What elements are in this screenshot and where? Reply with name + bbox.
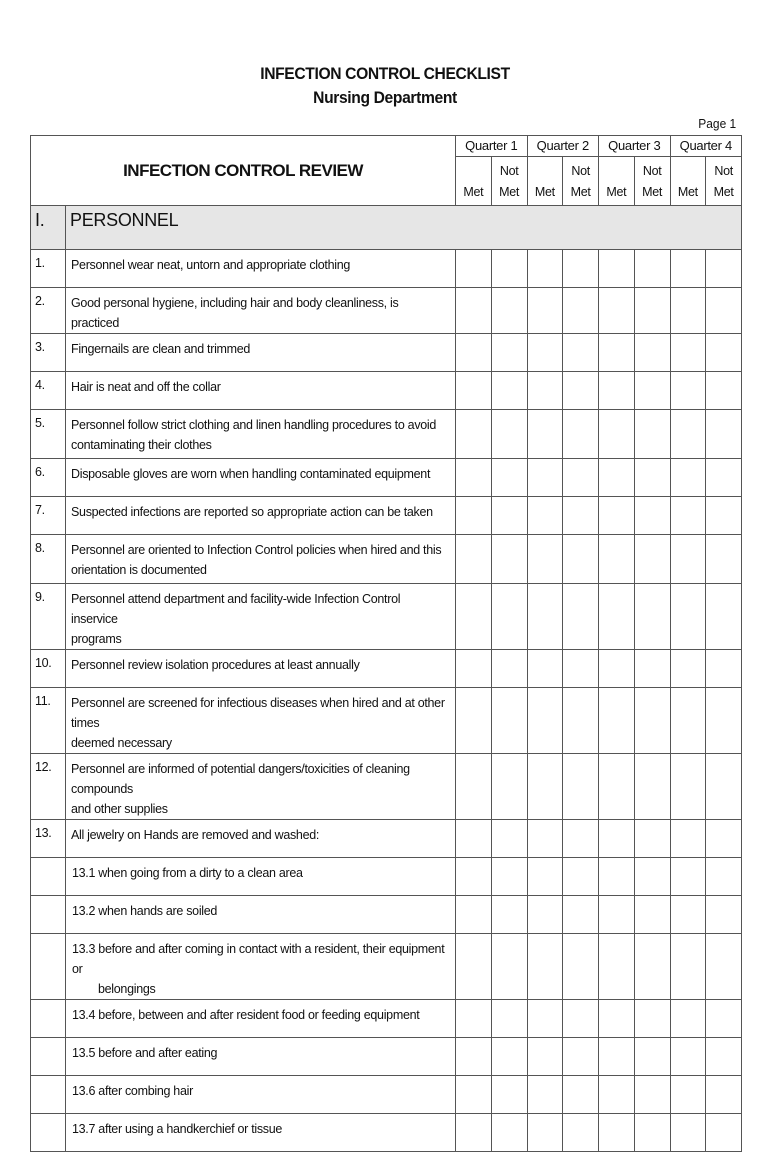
q3-met-checkbox[interactable] (599, 820, 635, 858)
q2-met-checkbox[interactable] (527, 250, 563, 288)
item-text-line: belongings (98, 982, 156, 996)
q2-met-checkbox[interactable] (527, 896, 563, 934)
q4-not-met-checkbox[interactable] (706, 584, 742, 650)
table-row (31, 334, 742, 372)
q3-not-met-checkbox[interactable] (634, 688, 670, 754)
item-text (66, 1114, 456, 1152)
q3-not-met-checkbox[interactable] (634, 1114, 670, 1152)
not-label: Not (499, 164, 519, 178)
q2-met-checkbox[interactable] (527, 934, 563, 1000)
item-text (66, 858, 456, 896)
item-number (31, 1114, 66, 1152)
q1-not-met-checkbox[interactable] (491, 535, 527, 584)
item-text-line: All jewelry on Hands are removed and washed: (71, 828, 320, 842)
q2-not-met-checkbox[interactable] (563, 858, 599, 896)
q4-met-checkbox[interactable] (670, 1076, 706, 1114)
q4-not-met-checkbox[interactable] (706, 535, 742, 584)
q1-met-checkbox[interactable] (456, 459, 492, 497)
q4-met-checkbox[interactable] (670, 584, 706, 650)
table-row (31, 1114, 742, 1152)
table-row (31, 535, 742, 584)
q4-met-checkbox[interactable] (670, 754, 706, 820)
item-text (66, 896, 456, 934)
section-row (31, 206, 742, 250)
item-text (66, 250, 456, 288)
q1-not-met-checkbox[interactable] (491, 334, 527, 372)
q1-met-checkbox[interactable] (456, 334, 492, 372)
q1-met-header (456, 157, 492, 206)
q2-not-met-checkbox[interactable] (563, 688, 599, 754)
table-row (31, 688, 742, 754)
table-row (31, 372, 742, 410)
q2-not-met-checkbox[interactable] (563, 896, 599, 934)
q3-not-met-checkbox[interactable] (634, 250, 670, 288)
q3-met-checkbox[interactable] (599, 688, 635, 754)
item-text-line: 13.6 after combing hair (72, 1084, 193, 1098)
table-row (31, 896, 742, 934)
q1-not-met-checkbox[interactable] (491, 584, 527, 650)
q1-not-met-checkbox[interactable] (491, 410, 527, 459)
q1-not-met-checkbox[interactable] (491, 934, 527, 1000)
item-number (31, 1000, 66, 1038)
item-text (66, 1038, 456, 1076)
q1-not-met-checkbox[interactable] (491, 896, 527, 934)
q2-met-checkbox[interactable] (527, 688, 563, 754)
item-text-line: Personnel review isolation procedures at least annually (71, 658, 360, 672)
table-row (31, 459, 742, 497)
q4-met-checkbox[interactable] (670, 288, 706, 334)
q4-not-met-checkbox[interactable] (706, 934, 742, 1000)
q3-not-met-checkbox[interactable] (634, 584, 670, 650)
table-row (31, 497, 742, 535)
item-text-line: Personnel are informed of potential dangers/toxicities of cleaning compounds (71, 762, 410, 796)
q2-not-met-checkbox[interactable] (563, 584, 599, 650)
q4-not-met-header (706, 157, 742, 206)
q3-not-met-checkbox[interactable] (634, 858, 670, 896)
q2-not-met-checkbox[interactable] (563, 1038, 599, 1076)
q1-not-met-checkbox[interactable] (491, 1000, 527, 1038)
q2-not-met-checkbox[interactable] (563, 650, 599, 688)
item-text-line: 13.2 when hands are soiled (72, 904, 218, 918)
q2-not-met-checkbox[interactable] (563, 334, 599, 372)
item-text (66, 820, 456, 858)
q2-not-met-checkbox[interactable] (563, 1000, 599, 1038)
item-text (66, 372, 456, 410)
q3-met-checkbox[interactable] (599, 459, 635, 497)
met-label: Met (534, 185, 555, 199)
met-label: Met (606, 185, 627, 199)
item-text-line: Hair is neat and off the collar (71, 380, 221, 394)
table-row (31, 934, 742, 1000)
q4-not-met-checkbox[interactable] (706, 688, 742, 754)
table-row (31, 584, 742, 650)
q1-met-checkbox[interactable] (456, 650, 492, 688)
item-text (66, 410, 456, 459)
item-text-line: Good personal hygiene, including hair and body cleanliness, is practiced (71, 296, 399, 330)
q2-met-checkbox[interactable] (527, 535, 563, 584)
item-number: 6. (31, 459, 66, 497)
q2-met-checkbox[interactable] (527, 1076, 563, 1114)
q1-not-met-checkbox[interactable] (491, 1038, 527, 1076)
not-met-label: Met (642, 185, 663, 199)
table-row (31, 754, 742, 820)
item-number: 13. (31, 820, 66, 858)
item-text-line: 13.3 before and after coming in contact with a resident, their equipment or (72, 942, 445, 976)
item-number: 5. (31, 410, 66, 459)
q3-not-met-checkbox[interactable] (634, 820, 670, 858)
q3-met-checkbox[interactable] (599, 1038, 635, 1076)
item-number (31, 1076, 66, 1114)
section-title: PERSONNEL (66, 206, 742, 250)
item-text (66, 288, 456, 334)
q2-not-met-checkbox[interactable] (563, 1114, 599, 1152)
q1-not-met-checkbox[interactable] (491, 250, 527, 288)
q1-met-checkbox[interactable] (456, 584, 492, 650)
q2-not-met-checkbox[interactable] (563, 372, 599, 410)
q3-not-met-checkbox[interactable] (634, 535, 670, 584)
document-title: INFECTION CONTROL CHECKLIST (260, 64, 510, 83)
q4-not-met-checkbox[interactable] (706, 288, 742, 334)
q3-met-checkbox[interactable] (599, 934, 635, 1000)
item-text (66, 934, 456, 1000)
q3-met-checkbox[interactable] (599, 288, 635, 334)
item-number: 3. (31, 334, 66, 372)
item-text-line: Disposable gloves are worn when handling contaminated equipment (71, 467, 431, 481)
item-text (66, 459, 456, 497)
q2-not-met-checkbox[interactable] (563, 934, 599, 1000)
q1-not-met-checkbox[interactable] (491, 372, 527, 410)
q3-met-checkbox[interactable] (599, 535, 635, 584)
q1-not-met-checkbox[interactable] (491, 820, 527, 858)
q4-met-checkbox[interactable] (670, 1114, 706, 1152)
q3-not-met-header (634, 157, 670, 206)
table-row (31, 288, 742, 334)
q1-not-met-checkbox[interactable] (491, 1076, 527, 1114)
q2-met-checkbox[interactable] (527, 650, 563, 688)
q2-not-met-checkbox[interactable] (563, 754, 599, 820)
item-text-line: Fingernails are clean and trimmed (71, 342, 251, 356)
table-row (31, 858, 742, 896)
item-text (66, 497, 456, 535)
q4-met-checkbox[interactable] (670, 650, 706, 688)
q1-not-met-header (491, 157, 527, 206)
item-number (31, 896, 66, 934)
q4-not-met-checkbox[interactable] (706, 497, 742, 535)
q3-met-checkbox[interactable] (599, 650, 635, 688)
item-text-line: orientation is documented (71, 563, 207, 577)
quarter-2-header: Quarter 2 (527, 136, 599, 157)
item-number: 12. (31, 754, 66, 820)
q2-met-header (527, 157, 563, 206)
q1-met-checkbox[interactable] (456, 858, 492, 896)
q3-met-checkbox[interactable] (599, 372, 635, 410)
q2-met-checkbox[interactable] (527, 584, 563, 650)
q1-not-met-checkbox[interactable] (491, 754, 527, 820)
met-label: Met (677, 185, 698, 199)
item-text (66, 535, 456, 584)
q4-not-met-checkbox[interactable] (706, 459, 742, 497)
q1-met-checkbox[interactable] (456, 1000, 492, 1038)
q4-not-met-checkbox[interactable] (706, 410, 742, 459)
q1-met-checkbox[interactable] (456, 820, 492, 858)
q1-met-checkbox[interactable] (456, 1114, 492, 1152)
item-text-line: Personnel attend department and facility-wide Infection Control inservice (71, 592, 401, 626)
item-text-line: programs (71, 632, 122, 646)
page-number: Page 1 (698, 116, 736, 131)
q4-met-checkbox[interactable] (670, 1038, 706, 1076)
item-number: 8. (31, 535, 66, 584)
q2-met-checkbox[interactable] (527, 1000, 563, 1038)
item-text (66, 650, 456, 688)
document-subtitle: Nursing Department (313, 88, 457, 107)
q1-not-met-checkbox[interactable] (491, 688, 527, 754)
item-number: 11. (31, 688, 66, 754)
q3-met-checkbox[interactable] (599, 334, 635, 372)
q2-met-checkbox[interactable] (527, 1114, 563, 1152)
item-text-line: Personnel are screened for infectious diseases when hired and at other times (71, 696, 445, 730)
q2-met-checkbox[interactable] (527, 459, 563, 497)
q4-met-checkbox[interactable] (670, 410, 706, 459)
q3-not-met-checkbox[interactable] (634, 334, 670, 372)
q4-met-checkbox[interactable] (670, 688, 706, 754)
header-row-quarters (31, 136, 742, 157)
table-row (31, 820, 742, 858)
q3-not-met-checkbox[interactable] (634, 1038, 670, 1076)
q3-met-checkbox[interactable] (599, 858, 635, 896)
q2-not-met-checkbox[interactable] (563, 535, 599, 584)
q3-not-met-checkbox[interactable] (634, 459, 670, 497)
q4-met-checkbox[interactable] (670, 459, 706, 497)
item-text-line: Personnel follow strict clothing and linen handling procedures to avoid (71, 418, 437, 432)
q2-not-met-checkbox[interactable] (563, 497, 599, 535)
q4-met-checkbox[interactable] (670, 1000, 706, 1038)
item-text-line: and other supplies (71, 802, 168, 816)
q1-met-checkbox[interactable] (456, 535, 492, 584)
q4-not-met-checkbox[interactable] (706, 858, 742, 896)
q3-met-checkbox[interactable] (599, 1076, 635, 1114)
item-text (66, 1076, 456, 1114)
q3-not-met-checkbox[interactable] (634, 288, 670, 334)
q4-not-met-checkbox[interactable] (706, 1114, 742, 1152)
q1-not-met-checkbox[interactable] (491, 858, 527, 896)
q2-not-met-checkbox[interactable] (563, 288, 599, 334)
q2-met-checkbox[interactable] (527, 372, 563, 410)
q3-not-met-checkbox[interactable] (634, 896, 670, 934)
met-label: Met (463, 185, 484, 199)
q4-not-met-checkbox[interactable] (706, 1000, 742, 1038)
q2-not-met-checkbox[interactable] (563, 250, 599, 288)
q4-met-checkbox[interactable] (670, 896, 706, 934)
table-row (31, 1076, 742, 1114)
table-row (31, 410, 742, 459)
q3-not-met-checkbox[interactable] (634, 410, 670, 459)
item-text-line: 13.4 before, between and after resident food or feeding equipment (72, 1008, 420, 1022)
item-text-line: 13.7 after using a handkerchief or tissue (72, 1122, 283, 1136)
q4-not-met-checkbox[interactable] (706, 1076, 742, 1114)
q3-met-checkbox[interactable] (599, 250, 635, 288)
q4-met-checkbox[interactable] (670, 820, 706, 858)
checklist-table (30, 135, 742, 1152)
item-number (31, 858, 66, 896)
q3-not-met-checkbox[interactable] (634, 1076, 670, 1114)
q4-not-met-checkbox[interactable] (706, 372, 742, 410)
q3-not-met-checkbox[interactable] (634, 650, 670, 688)
not-label: Not (714, 164, 733, 178)
q4-met-checkbox[interactable] (670, 250, 706, 288)
q4-not-met-checkbox[interactable] (706, 896, 742, 934)
item-text (66, 754, 456, 820)
item-text-line: Personnel are oriented to Infection Control policies when hired and this (71, 543, 442, 557)
q2-met-checkbox[interactable] (527, 1038, 563, 1076)
q2-met-checkbox[interactable] (527, 334, 563, 372)
q2-not-met-checkbox[interactable] (563, 820, 599, 858)
q1-not-met-checkbox[interactable] (491, 497, 527, 535)
q4-not-met-checkbox[interactable] (706, 334, 742, 372)
table-row (31, 1000, 742, 1038)
q1-met-checkbox[interactable] (456, 1076, 492, 1114)
q1-met-checkbox[interactable] (456, 372, 492, 410)
item-number: 10. (31, 650, 66, 688)
item-text (66, 584, 456, 650)
q3-not-met-checkbox[interactable] (634, 754, 670, 820)
item-number: 4. (31, 372, 66, 410)
q3-met-checkbox[interactable] (599, 497, 635, 535)
q1-met-checkbox[interactable] (456, 288, 492, 334)
table-row (31, 250, 742, 288)
q2-met-checkbox[interactable] (527, 820, 563, 858)
q4-met-checkbox[interactable] (670, 334, 706, 372)
q1-not-met-checkbox[interactable] (491, 650, 527, 688)
q2-met-checkbox[interactable] (527, 288, 563, 334)
not-label: Not (642, 164, 662, 178)
q4-met-checkbox[interactable] (670, 934, 706, 1000)
q3-not-met-checkbox[interactable] (634, 1000, 670, 1038)
q4-met-header (670, 157, 706, 206)
q2-met-checkbox[interactable] (527, 497, 563, 535)
item-number: 9. (31, 584, 66, 650)
item-text-line: Suspected infections are reported so appropriate action can be taken (71, 505, 433, 519)
q4-not-met-checkbox[interactable] (706, 650, 742, 688)
item-text-line: Personnel wear neat, untorn and appropriate clothing (71, 258, 351, 272)
quarter-3-header: Quarter 3 (599, 136, 671, 157)
document-header (0, 62, 770, 110)
item-text-line: deemed necessary (71, 736, 172, 750)
q1-met-checkbox[interactable] (456, 250, 492, 288)
q4-met-checkbox[interactable] (670, 497, 706, 535)
q2-not-met-checkbox[interactable] (563, 1076, 599, 1114)
q3-met-checkbox[interactable] (599, 1000, 635, 1038)
q2-not-met-checkbox[interactable] (563, 459, 599, 497)
not-label: Not (571, 164, 590, 178)
q2-not-met-checkbox[interactable] (563, 410, 599, 459)
q4-not-met-checkbox[interactable] (706, 1038, 742, 1076)
q1-met-checkbox[interactable] (456, 688, 492, 754)
q4-met-checkbox[interactable] (670, 372, 706, 410)
q3-met-checkbox[interactable] (599, 410, 635, 459)
item-text-line: 13.5 before and after eating (72, 1046, 218, 1060)
q1-not-met-checkbox[interactable] (491, 288, 527, 334)
item-number (31, 934, 66, 1000)
q3-not-met-checkbox[interactable] (634, 497, 670, 535)
q3-met-checkbox[interactable] (599, 1114, 635, 1152)
q4-not-met-checkbox[interactable] (706, 754, 742, 820)
q1-not-met-checkbox[interactable] (491, 1114, 527, 1152)
q3-not-met-checkbox[interactable] (634, 372, 670, 410)
q1-not-met-checkbox[interactable] (491, 459, 527, 497)
not-met-label: Met (499, 185, 520, 199)
q3-met-checkbox[interactable] (599, 896, 635, 934)
q1-met-checkbox[interactable] (456, 497, 492, 535)
q2-not-met-header (563, 157, 599, 206)
not-met-label: Met (570, 185, 591, 199)
item-number: 7. (31, 497, 66, 535)
item-text-line: 13.1 when going from a dirty to a clean area (72, 866, 303, 880)
q3-met-checkbox[interactable] (599, 584, 635, 650)
q3-met-header (599, 157, 635, 206)
q4-not-met-checkbox[interactable] (706, 250, 742, 288)
not-met-label: Met (713, 185, 734, 199)
q1-met-checkbox[interactable] (456, 754, 492, 820)
item-text-line: contaminating their clothes (71, 438, 212, 452)
q1-met-checkbox[interactable] (456, 934, 492, 1000)
q1-met-checkbox[interactable] (456, 896, 492, 934)
q3-not-met-checkbox[interactable] (634, 934, 670, 1000)
review-title: INFECTION CONTROL REVIEW (31, 136, 456, 206)
table-row (31, 1038, 742, 1076)
quarter-1-header: Quarter 1 (456, 136, 528, 157)
q2-met-checkbox[interactable] (527, 858, 563, 896)
q4-met-checkbox[interactable] (670, 858, 706, 896)
item-number: 1. (31, 250, 66, 288)
q2-met-checkbox[interactable] (527, 754, 563, 820)
item-number: 2. (31, 288, 66, 334)
table-row (31, 650, 742, 688)
item-text (66, 688, 456, 754)
item-text (66, 1000, 456, 1038)
q4-met-checkbox[interactable] (670, 535, 706, 584)
item-text (66, 334, 456, 372)
q1-met-checkbox[interactable] (456, 410, 492, 459)
quarter-4-header: Quarter 4 (670, 136, 742, 157)
q2-met-checkbox[interactable] (527, 410, 563, 459)
q1-met-checkbox[interactable] (456, 1038, 492, 1076)
item-number (31, 1038, 66, 1076)
q3-met-checkbox[interactable] (599, 754, 635, 820)
q4-not-met-checkbox[interactable] (706, 820, 742, 858)
section-number: I. (31, 206, 66, 250)
